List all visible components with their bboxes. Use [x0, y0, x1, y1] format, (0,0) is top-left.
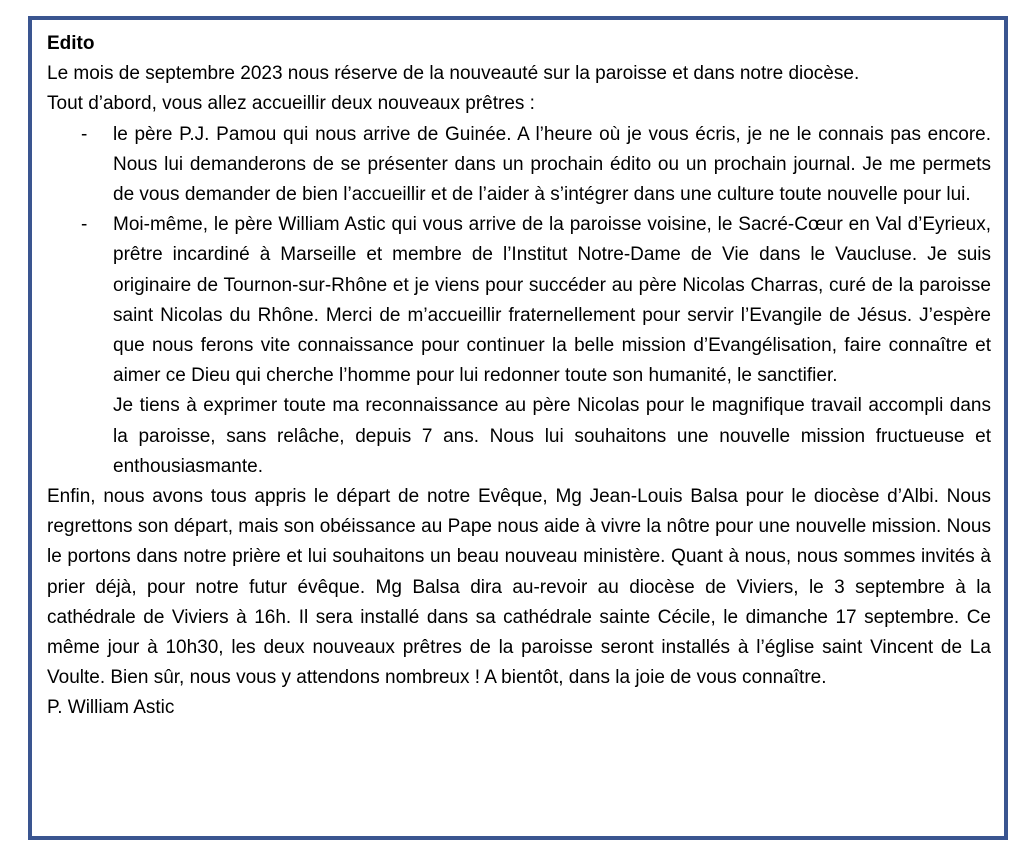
gratitude-paragraph: Je tiens à exprimer toute ma reconnaissance au père Nicolas pour le magnifique travail accompli dans la paroisse, sans relâche, depuis 7 ans. Nous lui souhaitons une nouvelle mission fructueuse et enthousiasmante. — [113, 395, 991, 477]
edito-intro: Le mois de septembre 2023 nous réserve de la nouveauté sur la paroisse et dans notre diocèse. — [47, 63, 860, 85]
edito-content — [47, 29, 991, 724]
signature: P. William Astic — [47, 697, 175, 719]
edito-title: Edito — [47, 33, 95, 54]
dash-marker: - — [81, 123, 88, 145]
dash-marker: - — [81, 214, 88, 236]
priests-list — [47, 120, 991, 392]
list-item — [47, 120, 991, 211]
list-item-text: Moi-même, le père William Astic qui vous arrive de la paroisse voisine, le Sacré-Cœur en Val d’Eyrieux, prêtre incardiné à Marseille et membre de l’Institut Notre-Dame de Vie dans le Vaucluse. Je suis originaire de Tournon-sur-Rhône et je viens pour succéder au père Nicolas Charras, curé de la paroisse saint Nicolas du Rhône. Merci de m’accueillir fraternellement pour servir l’Evangile de Jésus. J’espère que nous ferons vite connaissance pour continuer la belle mission d’Evangélisation, faire connaître et aimer ce Dieu qui cherche l’homme pour lui redonner toute son humanité, le sanctifier. — [113, 214, 991, 387]
list-item-text: le père P.J. Pamou qui nous arrive de Guinée. A l’heure où je vous écris, je ne le connais pas encore. Nous lui demanderons de se présenter dans un prochain édito ou un prochain journal. Je me permets de vous demander de bien l’accueillir et de l’aider à s’intégrer dans une culture toute nouvelle pour lui. — [113, 123, 991, 206]
list-item — [47, 210, 991, 391]
closing-paragraph: Enfin, nous avons tous appris le départ de notre Evêque, Mg Jean-Louis Balsa pour le diocèse d’Albi. Nous regrettons son départ, mais son obéissance au Pape nous aide à vivre la nôtre pour une nouvelle mission. Nous le portons dans notre prière et lui souhaitons un beau nouveau ministère. Quant à nous, nous sommes invités à prier déjà, pour notre futur évêque. Mg Balsa dira au-revoir au diocèse de Viviers, le 3 septembre à la cathédrale de Viviers à 16h. Il sera installé dans sa cathédrale sainte Cécile, le dimanche 17 septembre. Ce même jour à 10h30, les deux nouveaux prêtres de la paroisse seront installés à l’église saint Vincent de La Voulte. Bien sûr, nous vous y attendons nombreux ! A bientôt, dans la joie de vous connaître. — [47, 486, 991, 689]
edito-lead: Tout d’abord, vous allez accueillir deux nouveaux prêtres : — [47, 93, 535, 115]
edito-box — [28, 16, 1008, 840]
